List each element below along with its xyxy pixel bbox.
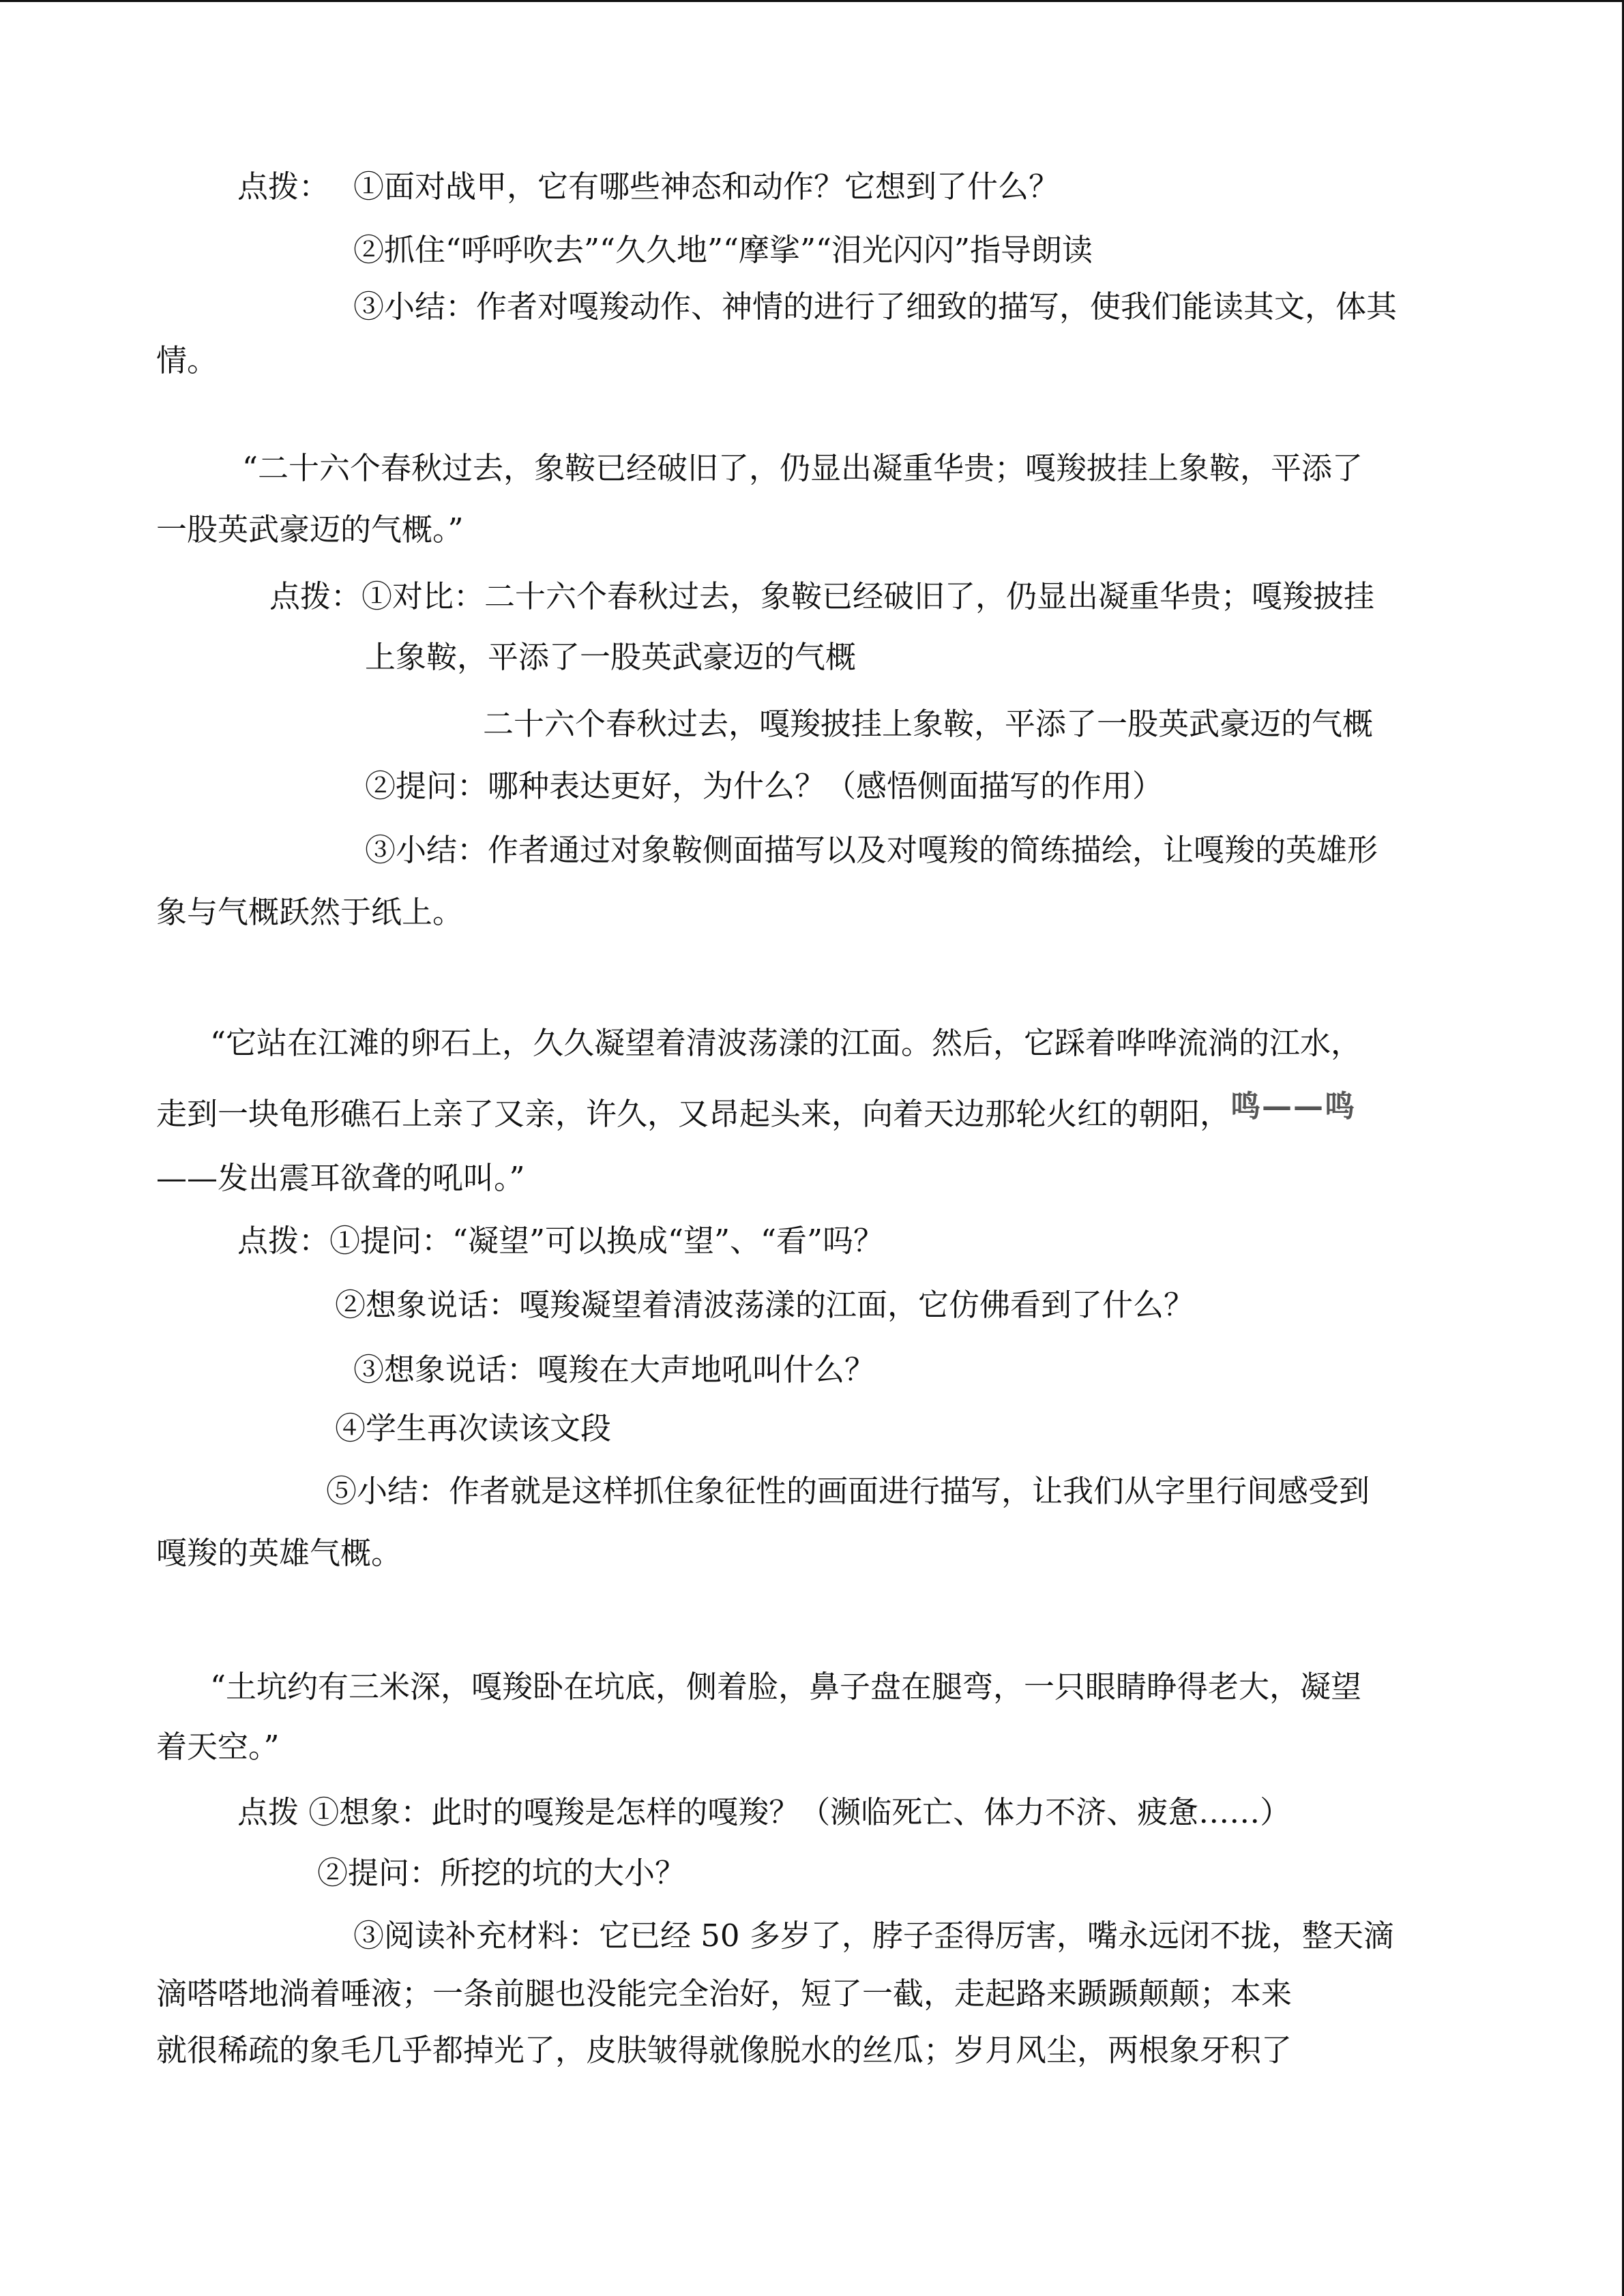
guide-summary-line-2: 嘎羧的英雄气概。 xyxy=(156,1535,402,1571)
quote-line-2: 着天空。” xyxy=(156,1729,280,1765)
guide-reading-line-3: 就很稀疏的象毛几乎都掉光了，皮肤皱得就像脱水的丝瓜；岁月风尘，两根象牙积了 xyxy=(156,2032,1293,2068)
guide-imagine-2: ③想象说话：嘎羧在大声地吼叫什么？ xyxy=(353,1352,876,1388)
guide-summary-line-2: 象与气概跃然于纸上。 xyxy=(156,894,464,930)
guide-reread: ④学生再次读该文段 xyxy=(335,1410,612,1446)
guide-imagine-1: ②想象说话：嘎羧凝望着清波荡漾的江面，它仿佛看到了什么？ xyxy=(335,1287,1195,1323)
guide-summary-line-1: ③小结：作者对嘎羧动作、神情的进行了细致的描写，使我们能读其文，体其 xyxy=(353,288,1398,325)
quote-line-3: ——发出震耳欲聋的吼叫。” xyxy=(156,1160,525,1196)
guide-reading-line-2: 滴嗒嗒地淌着唾液；一条前腿也没能完全治好，短了一截，走起路来踬踬颠颠；本来 xyxy=(156,1976,1293,2012)
onomatopoeia: 鸣——鸣 xyxy=(1230,1089,1357,1124)
guide-question-2: ②抓住“呼呼吹去”“久久地”“摩挲”“泪光闪闪”指导朗读 xyxy=(353,232,1093,268)
guide-question: ②提问：哪种表达更好，为什么？（感悟侧面描写的作用） xyxy=(365,768,1164,804)
quote-line-2 xyxy=(156,1089,1357,1133)
quote-line-2: 一股英武豪迈的气概。” xyxy=(156,511,464,548)
guide-question: ②提问：所挖的坑的大小？ xyxy=(317,1855,686,1891)
guide-contrast-line-1: 点拨：①对比：二十六个春秋过去，象鞍已经破旧了，仍显出凝重华贵；嘎羧披挂 xyxy=(269,578,1375,614)
guide-imagine: 点拨 ①想象：此时的嘎羧是怎样的嘎羧？（濒临死亡、体力不济、疲惫……） xyxy=(237,1794,1291,1830)
quote-text: 走到一块龟形礁石上亲了又亲，许久，又昂起头来，向着天边那轮火红的朝阳， xyxy=(156,1096,1231,1132)
guide-question-1: 点拨：①提问：“凝望”可以换成“望”、“看”吗？ xyxy=(237,1223,885,1259)
guide-question-1: ①面对战甲，它有哪些神态和动作？它想到了什么？ xyxy=(353,168,1060,205)
guide-summary-line-2: 情。 xyxy=(156,342,218,378)
guide-reading-line-1: ③阅读补充材料：它已经 50 多岁了，脖子歪得厉害，嘴永远闭不拢，整天滴 xyxy=(353,1918,1394,1954)
quote-line-1: “二十六个春秋过去，象鞍已经破旧了，仍显出凝重华贵；嘎羧披挂上象鞍，平添了 xyxy=(242,450,1363,486)
guide-summary-line-1: ③小结：作者通过对象鞍侧面描写以及对嘎羧的简练描绘，让嘎羧的英雄形 xyxy=(365,832,1378,868)
guide-summary-line-1: ⑤小结：作者就是这样抓住象征性的画面进行描写，让我们从字里行间感受到 xyxy=(326,1473,1370,1509)
guide-contrast-line-3: 二十六个春秋过去，嘎羧披挂上象鞍，平添了一股英武豪迈的气概 xyxy=(483,706,1374,742)
guide-label: 点拨： xyxy=(237,168,330,205)
guide-contrast-line-2: 上象鞍，平添了一股英武豪迈的气概 xyxy=(365,639,857,675)
quote-line-1: “土坑约有三米深，嘎羧卧在坑底，侧着脸，鼻子盘在腿弯，一只眼睛睁得老大，凝望 xyxy=(210,1669,1362,1705)
quote-line-1: “它站在江滩的卵石上，久久凝望着清波荡漾的江面。然后，它踩着哗哗流淌的江水， xyxy=(210,1025,1362,1061)
